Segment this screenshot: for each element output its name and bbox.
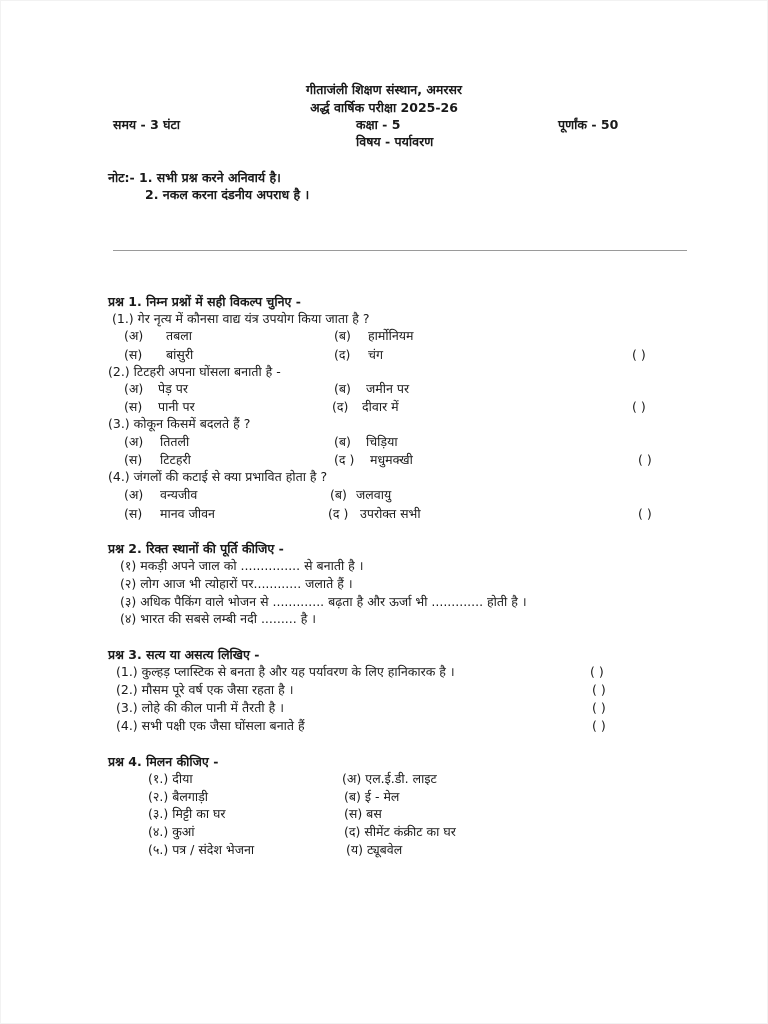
q3-title: प्रश्न 3. सत्य या असत्य लिखिए - [108, 647, 260, 662]
q2-title: प्रश्न 2. रिक्त स्थानों की पूर्ति कीजिए - [108, 541, 284, 556]
option-label: (अ) [124, 381, 144, 396]
option-label: (स) [124, 506, 143, 521]
option-label: (द ) [328, 506, 349, 521]
option-text: जमीन पर [366, 381, 410, 396]
option-text: टिटहरी [160, 452, 191, 467]
note-line-1: नोट:- 1. सभी प्रश्न करने अनिवार्य है। [108, 170, 281, 185]
match-right-item: (अ) एल.ई.डी. लाइट [342, 771, 437, 786]
answer-box: ( ) [592, 718, 606, 733]
option-label: (द ) [334, 452, 355, 467]
q4-title: प्रश्न 4. मिलन कीजिए - [108, 754, 219, 769]
option-text: पानी पर [158, 399, 195, 414]
q1-question: (3.) कोकून किसमें बदलते हैं ? [108, 416, 251, 431]
q1-title: प्रश्न 1. निम्न प्रश्नों में सही विकल्प चुनिए - [108, 294, 301, 309]
match-right-item: (य) ट्यूबवेल [346, 842, 403, 857]
answer-box: ( ) [632, 347, 646, 362]
institute-title: गीताजंली शिक्षण संस्थान, अमरसर [305, 82, 463, 97]
answer-box: ( ) [592, 700, 606, 715]
match-left-item: (३.) मिट्टी का घर [148, 806, 226, 821]
option-label: (अ) [124, 434, 144, 449]
fill-blank-item: (४) भारत की सबसे लम्बी नदी ......... है । [120, 611, 317, 626]
option-text: तबला [166, 328, 192, 343]
fill-blank-item: (३) अधिक पैकिंग वाले भोजन से ............. बढ़ता है और ऊर्जा भी ............. होती है । [120, 594, 527, 609]
option-label: (अ) [124, 328, 144, 343]
fill-blank-item: (२) लोग आज भी त्योहारों पर............ जलाते हैं । [120, 576, 353, 591]
exam-title: अर्द्ध वार्षिक परीक्षा 2025-26 [310, 100, 458, 115]
option-label: (स) [124, 399, 143, 414]
note-line-2: 2. नकल करना दंडनीय अपराध है । [145, 187, 310, 202]
match-left-item: (१.) दीया [148, 771, 193, 786]
exam-subject: विषय - पर्यावरण [356, 134, 434, 149]
match-left-item: (५.) पत्र / संदेश भेजना [148, 842, 255, 857]
option-text: मानव जीवन [160, 506, 215, 521]
option-label: (द) [334, 347, 351, 362]
q1-question: (4.) जंगलों की कटाई से क्या प्रभावित होता है ? [108, 469, 328, 484]
q1-question: (1.) गेर नृत्य में कौनसा वाद्य यंत्र उपयोग किया जाता है ? [112, 311, 370, 326]
true-false-item: (3.) लोहे की कील पानी में तैरती है । [116, 700, 284, 715]
max-marks: पूर्णांक - 50 [558, 117, 619, 132]
option-text: मधुमक्खी [370, 452, 413, 467]
match-left-item: (२.) बैलगाड़ी [148, 789, 209, 804]
option-label: (ब) [334, 434, 351, 449]
true-false-item: (2.) मौसम पूरे वर्ष एक जैसा रहता है । [116, 682, 294, 697]
option-label: (स) [124, 452, 143, 467]
match-right-item: (स) बस [344, 806, 382, 821]
option-label: (द) [332, 399, 349, 414]
answer-box: ( ) [638, 506, 652, 521]
option-text: तितली [160, 434, 190, 449]
match-right-item: (ब) ई - मेल [344, 789, 400, 804]
option-text: हार्मोनियम [368, 328, 414, 343]
divider-line [113, 250, 687, 251]
option-text: बांसुरी [166, 347, 194, 362]
option-label: (ब) [334, 381, 351, 396]
option-label: (ब) [330, 487, 347, 502]
true-false-item: (4.) सभी पक्षी एक जैसा घोंसला बनाते हैं [116, 718, 305, 733]
answer-box: ( ) [638, 452, 652, 467]
exam-class: कक्षा - 5 [356, 117, 401, 132]
option-text: जलवायु [356, 487, 392, 502]
option-text: चंग [368, 347, 383, 362]
option-text: दीवार में [362, 399, 399, 414]
option-label: (अ) [124, 487, 144, 502]
option-text: उपरोक्त सभी [360, 506, 421, 521]
answer-box: ( ) [590, 664, 604, 679]
answer-box: ( ) [592, 682, 606, 697]
fill-blank-item: (१) मकड़ी अपने जाल को ............... से बनाती है । [120, 558, 364, 573]
true-false-item: (1.) कुल्हड़ प्लास्टिक से बनता है और यह पर्यावरण के लिए हानिकारक है । [116, 664, 455, 679]
option-text: चिड़िया [366, 434, 398, 449]
option-text: वन्यजीव [160, 487, 198, 502]
q1-question: (2.) टिटहरी अपना घोंसला बनाती है - [108, 364, 281, 379]
option-label: (ब) [334, 328, 351, 343]
answer-box: ( ) [632, 399, 646, 414]
match-right-item: (द) सीमेंट कंक्रीट का घर [344, 824, 456, 839]
match-left-item: (४.) कुआं [148, 824, 195, 839]
option-label: (स) [124, 347, 143, 362]
option-text: पेड़ पर [158, 381, 188, 396]
exam-time: समय - 3 घंटा [113, 117, 181, 132]
